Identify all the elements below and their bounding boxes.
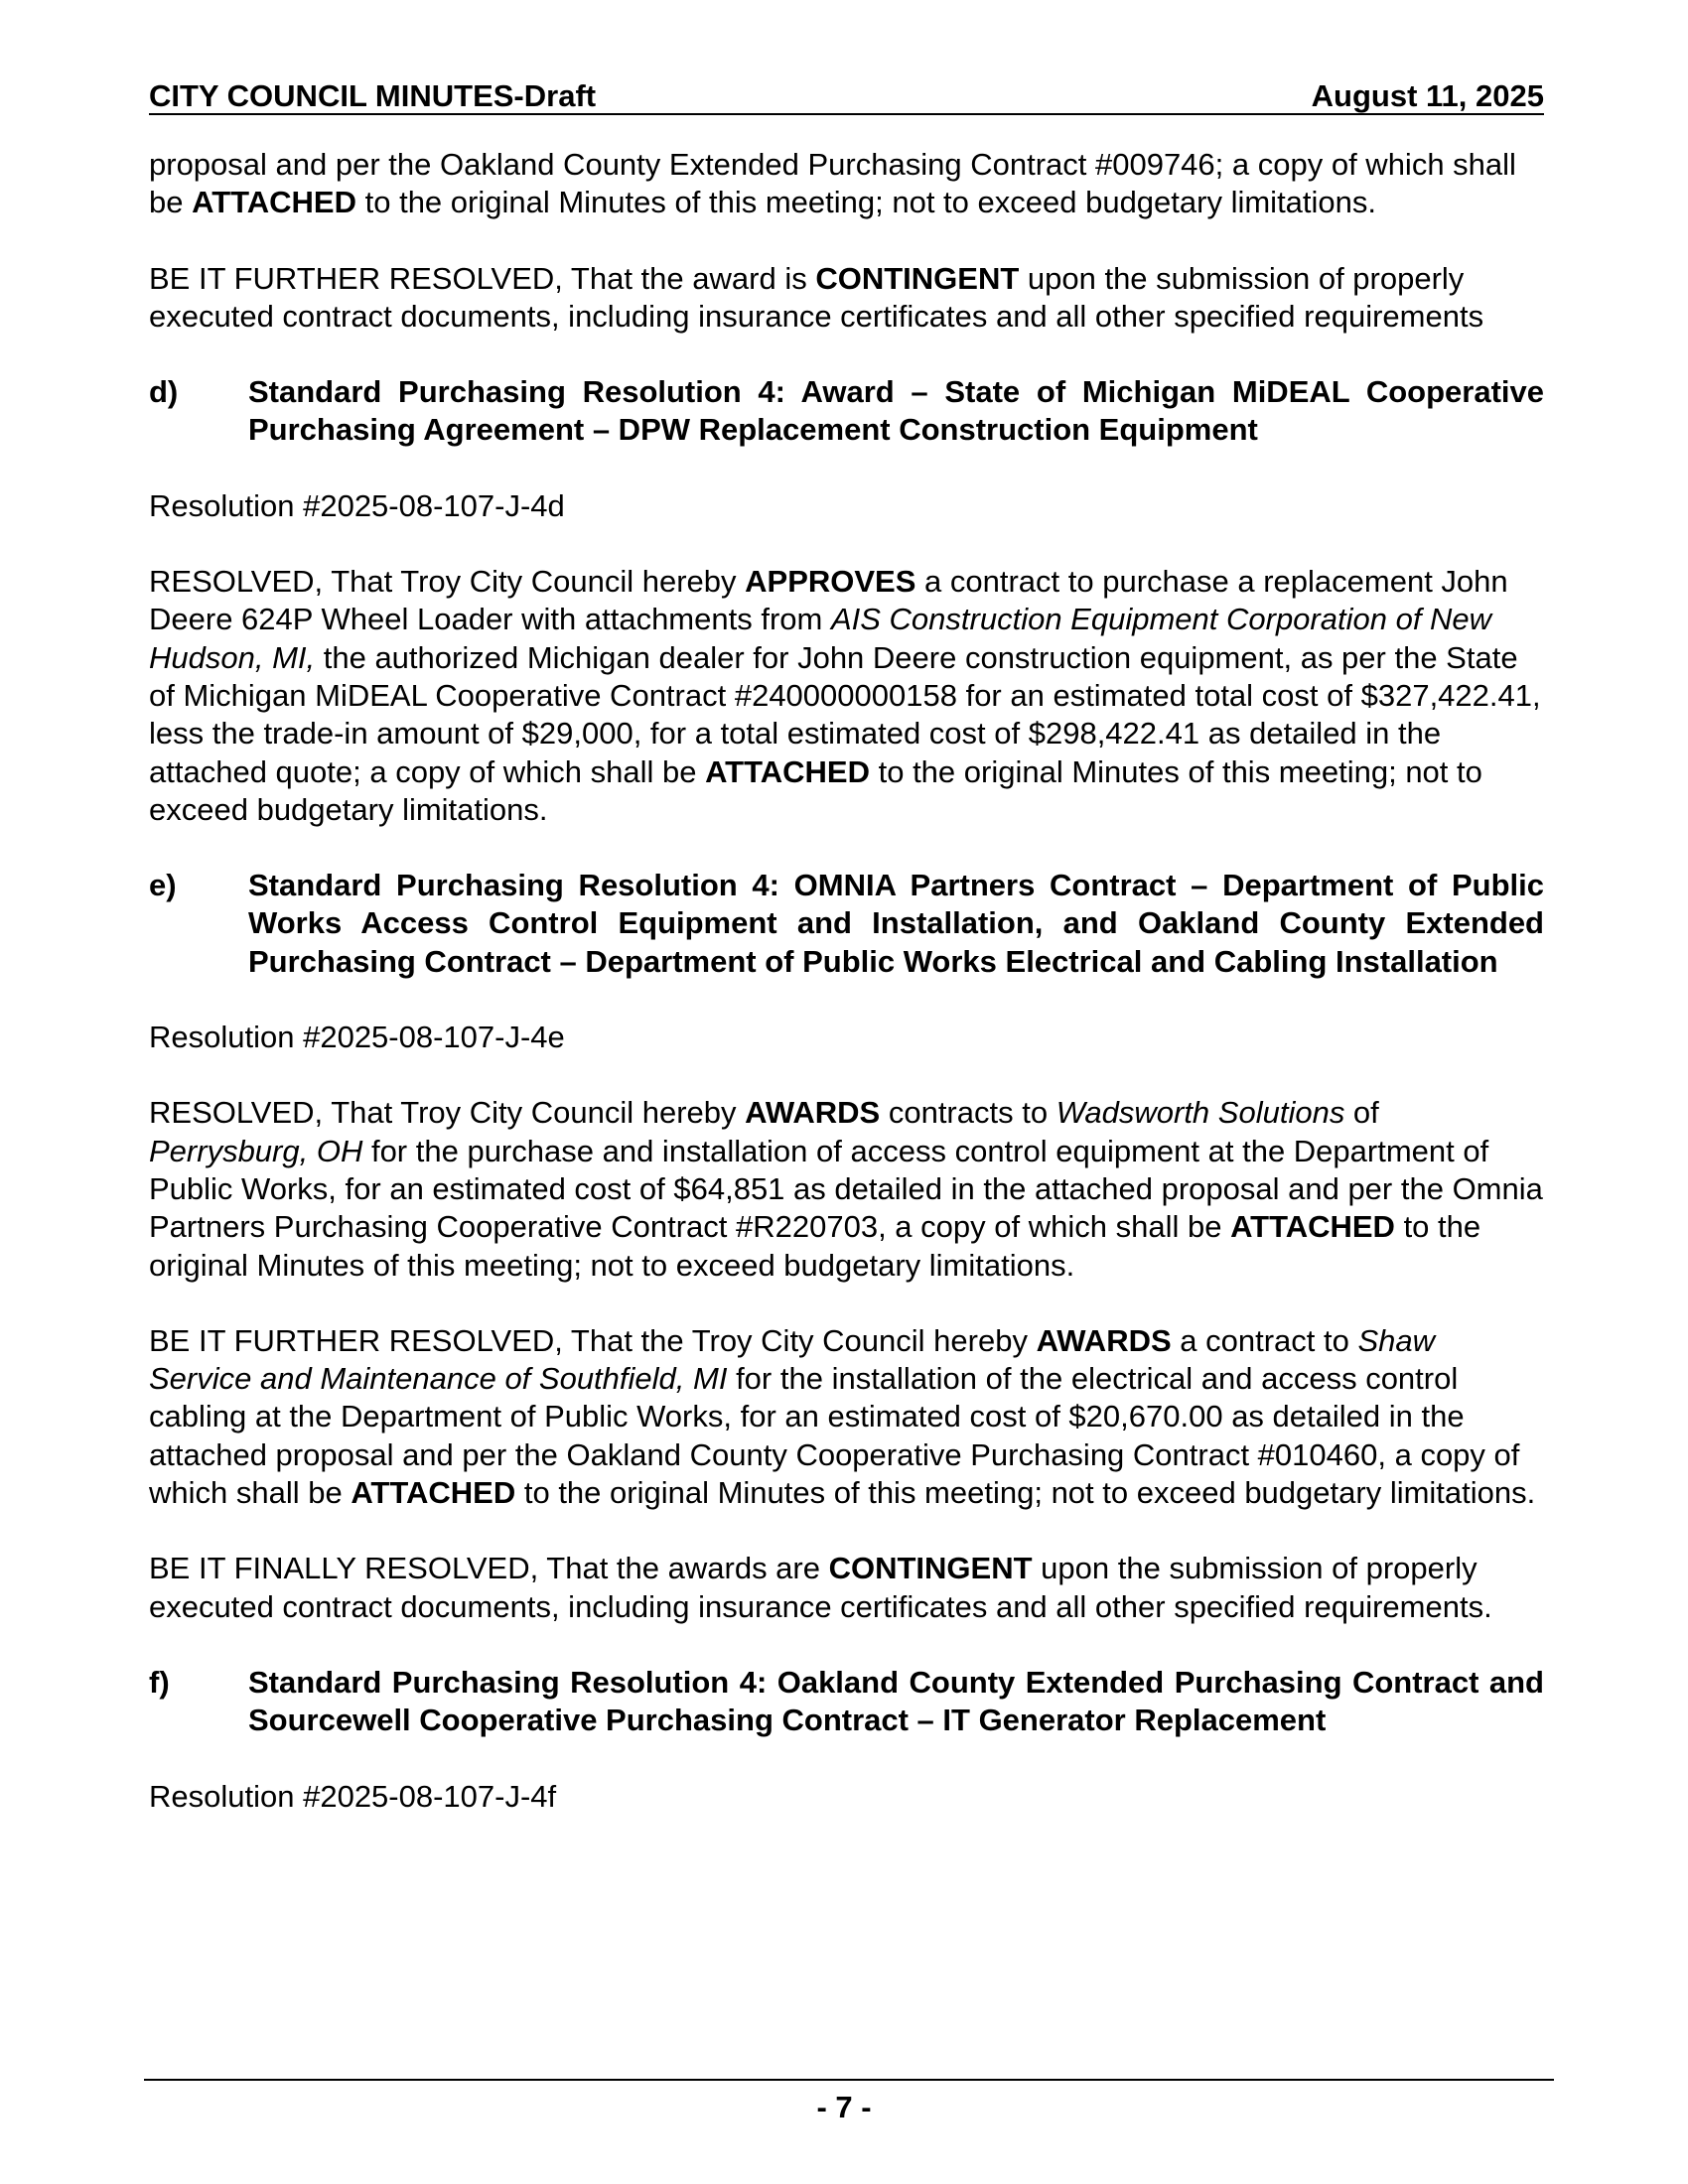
further-resolved-paragraph: BE IT FURTHER RESOLVED, That the award is CONTINGENT upon the submission of properly executed contract documents, including insurance certificates and all other specified requirements [149, 260, 1484, 334]
section-f-resolution-number: Resolution #2025-08-107-J-4f [149, 1778, 557, 1814]
header-date: August 11, 2025 [1311, 78, 1544, 113]
section-e-heading [149, 867, 1544, 981]
section-d-resolution-body: RESOLVED, That Troy City Council hereby APPROVES a contract to purchase a replacement John Deere 624P Wheel Loader with attachments from AIS Construction Equipment Corporation of New Hudson, MI, the authorized Michigan dealer for John Deere construction equipment, as per the State of Michigan MiDEAL Cooperative Contract #240000000158 for an estimated total cost of $327,422.41, less the trade-in amount of $29,000, for a total estimated cost of $298,422.41 as detailed in the attached quote; a copy of which shall be ATTACHED to the original Minutes of this meeting; not to exceed budgetary limitations. [149, 564, 1541, 827]
document-page [149, 79, 1544, 1816]
section-e-resolved-paragraph: RESOLVED, That Troy City Council hereby AWARDS contracts to Wadsworth Solutions of Perrysburg, OH for the purchase and installation of access control equipment at the Department of Public Works, for an estimated cost of $64,851 as detailed in the attached proposal and per the Omnia Partners Purchasing Cooperative Contract #R220703, a copy of which shall be ATTACHED to the original Minutes of this meeting; not to exceed budgetary limitations. [149, 1095, 1543, 1283]
section-d-title: Standard Purchasing Resolution 4: Award – State of Michigan MiDEAL Cooperative Purchasing Agreement – DPW Replacement Construction Equipment [248, 374, 1544, 448]
header-title: CITY COUNCIL MINUTES-Draft [149, 78, 597, 113]
continuation-paragraph: proposal and per the Oakland County Extended Purchasing Contract #009746; a copy of which shall be ATTACHED to the original Minutes of this meeting; not to exceed budgetary limitations. [149, 147, 1516, 220]
section-e-letter: e) [149, 868, 177, 903]
section-f-title: Standard Purchasing Resolution 4: Oakland County Extended Purchasing Contract and Sourcewell Cooperative Purchasing Contract – IT Generator Replacement [248, 1664, 1544, 1738]
section-d-resolution-number: Resolution #2025-08-107-J-4d [149, 487, 565, 523]
section-e-resolution-number: Resolution #2025-08-107-J-4e [149, 1020, 565, 1055]
section-f-letter: f) [149, 1664, 170, 1700]
section-d-letter: d) [149, 374, 179, 410]
page-header [149, 79, 1544, 115]
section-e-finally-resolved-paragraph: BE IT FINALLY RESOLVED, That the awards are CONTINGENT upon the submission of properly executed contract documents, including insurance certificates and all other specified requirements. [149, 1551, 1492, 1624]
section-f-heading [149, 1664, 1544, 1740]
section-e-further-resolved-paragraph: BE IT FURTHER RESOLVED, That the Troy City Council hereby AWARDS a contract to Shaw Service and Maintenance of Southfield, MI for the installation of the electrical and access control cabling at the Department of Public Works, for an estimated cost of $20,670.00 as detailed in the attached proposal and per the Oakland County Cooperative Purchasing Contract #010460, a copy of which shall be ATTACHED to the original Minutes of this meeting; not to exceed budgetary limitations. [149, 1322, 1536, 1511]
section-e-title: Standard Purchasing Resolution 4: OMNIA Partners Contract – Department of Public Works Access Control Equipment and Installation, and Oakland County Extended Purchasing Contract – Department of Public Works Electrical and Cabling Installation [248, 868, 1544, 979]
footer-divider [144, 2079, 1554, 2081]
page-number: - 7 - [816, 2090, 872, 2124]
section-d-heading [149, 373, 1544, 450]
